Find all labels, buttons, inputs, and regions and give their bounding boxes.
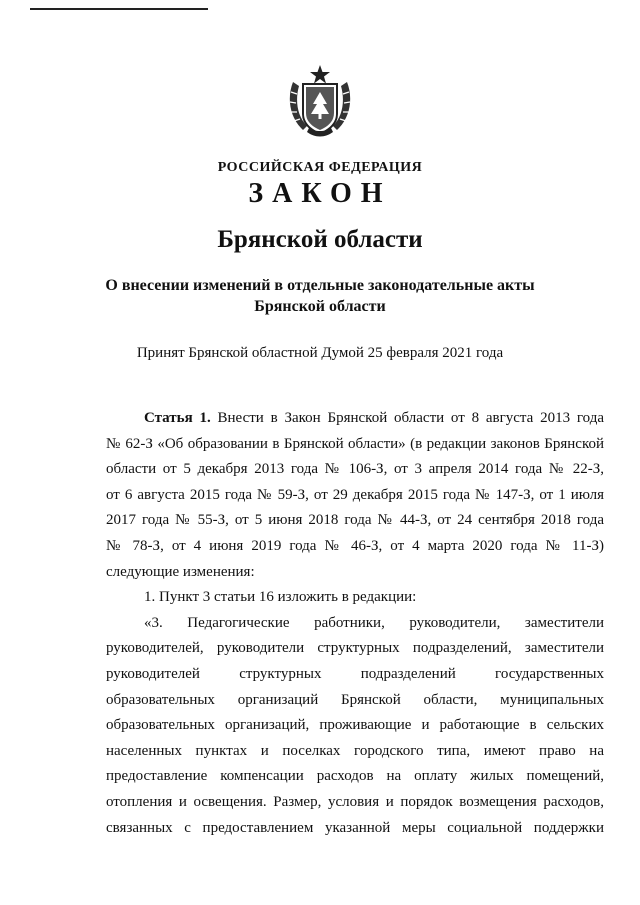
law-title-line-2: Брянской области (254, 298, 386, 315)
paragraph-line: населенных пунктах и поселках городского типа, имеют право на (106, 742, 604, 759)
paragraph-line: от 6 августа 2015 года № 59-З, от 29 декабря 2015 года № 147-З, от 1 июля (106, 486, 604, 503)
paragraph-line: следующие изменения: (106, 563, 255, 580)
paragraph-line: 2017 года № 55-З, от 5 июня 2018 года № 44-З, от 24 сентября 2018 года (106, 512, 604, 529)
paragraph-line: образовательных организаций, проживающие и работающие в сельских (106, 717, 604, 734)
law-title (0, 275, 640, 317)
paragraph-line: руководителей структурных подразделений государственных (106, 665, 604, 682)
paragraph-line: области от 5 декабря 2013 года № 106-З, от 3 апреля 2014 года № 22-З, (106, 461, 604, 478)
paragraph-line: Статья 1. Внести в Закон Брянской области от 8 августа 2013 года (144, 410, 604, 426)
adoption-line: Принят Брянской областной Думой 25 февраля 2021 года (136, 345, 504, 361)
top-rule (30, 8, 208, 10)
document-type: ЗАКОН (248, 178, 392, 209)
paragraph-line: предоставление компенсации расходов на оплату жилых помещений, (106, 768, 604, 785)
paragraph-line: № 62-З «Об образовании в Брянской области» (в редакции законов Брянской (106, 435, 604, 452)
paragraph-line: «3. Педагогические работники, руководители, заместители (144, 614, 604, 631)
paragraph-line: отопления и освещения. Размер, условия и порядок возмещения расходов, (106, 793, 604, 810)
paragraph-line: связанных с предоставлением указанной меры социальной поддержки (106, 819, 604, 836)
paragraph-line: 1. Пункт 3 статьи 16 изложить в редакции: (144, 589, 417, 606)
region-heading: Брянской области (217, 226, 423, 253)
article-1 (106, 406, 604, 841)
coat-of-arms-icon (285, 62, 355, 140)
law-title-line-1: О внесении изменений в отдельные законодательные акты (105, 277, 535, 294)
article-label: Статья 1. (144, 410, 211, 426)
paragraph-line: № 78-З, от 4 июня 2019 года № 46-З, от 4 марта 2020 года № 11-З) (106, 537, 604, 554)
country-heading: РОССИЙСКАЯ ФЕДЕРАЦИЯ (217, 160, 423, 175)
paragraph-line: руководителей, руководители структурных подразделений, заместители (106, 640, 604, 657)
paragraph-line: образовательных организаций Брянской области, муниципальных (106, 691, 604, 708)
